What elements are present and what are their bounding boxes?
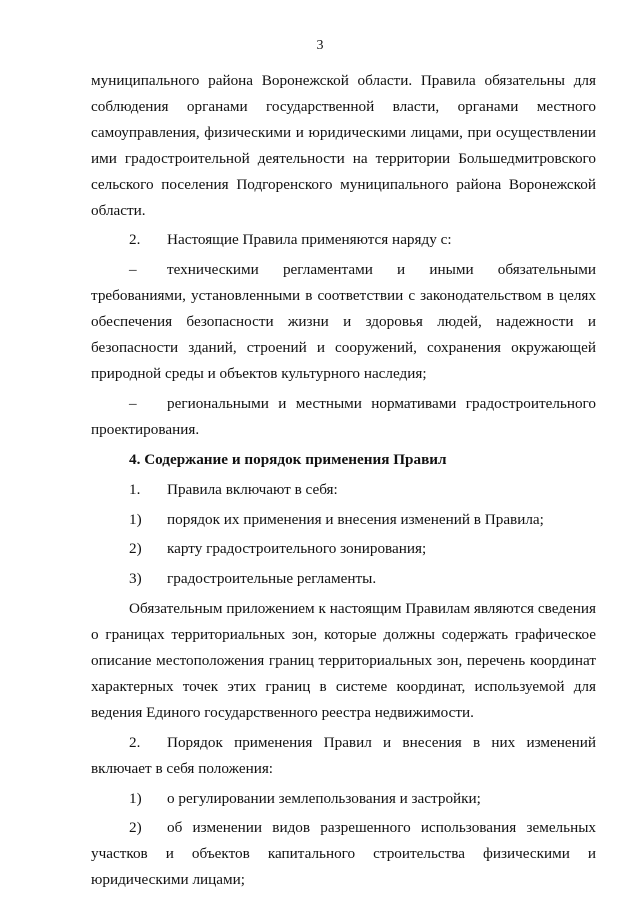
list-item-s1 <box>91 477 596 503</box>
list-text-continuation: участков и объектов капитального строительства физическими и юридическими лицами; <box>91 845 596 889</box>
list-text: порядок их применения и внесения изменений в Правила; <box>167 510 544 528</box>
list-marker: 1) <box>129 510 142 528</box>
list-marker: 1) <box>129 789 142 807</box>
dash-text-continuation: требованиями, установленными в соответствии с законодательством в целях обеспечения безопасности жизни и здоровья людей, надежности и безопасности зданий, строений и сооружений, сохранения окружающей природной среды и объектов культурного наследия; <box>91 287 596 382</box>
list-text-first-line: об изменении видов разрешенного использования земельных <box>167 819 596 837</box>
list-item-m2 <box>91 815 596 841</box>
list-marker: 2. <box>129 733 141 751</box>
document-body <box>91 68 596 893</box>
list-text: о регулировании землепользования и застройки; <box>167 789 481 807</box>
dash-marker: – <box>129 261 137 279</box>
list-item-l1 <box>91 507 596 533</box>
list-text-first-line: Порядок применения Правил и внесения в них изменений <box>167 733 596 751</box>
list-text-continuation: включает в себя положения: <box>91 759 274 777</box>
dash-marker: – <box>129 394 137 412</box>
dash-item-1 <box>91 257 596 283</box>
list-item-s2 <box>91 730 596 756</box>
list-marker: 2) <box>129 540 142 558</box>
dash-text-first-line: региональными и местными нормативами градостроительного <box>167 394 596 412</box>
paragraph-annex: Обязательным приложением к настоящим Правилам являются сведения о границах территориальных зон, которые должны содержать графическое описание местоположения границ территориальных зон, перечень координат характерных точек этих границ в системе координат, используемой для ведения Единого государственного реестра недвижимости. <box>91 600 596 721</box>
list-text: Настоящие Правила применяются наряду с: <box>167 231 452 249</box>
list-marker: 2. <box>129 231 141 249</box>
list-text: Правила включают в себя: <box>167 480 338 498</box>
dash-text-continuation: проектирования. <box>91 420 200 438</box>
list-item-2 <box>91 227 596 253</box>
list-item-m1 <box>91 786 596 812</box>
list-marker: 2) <box>129 819 142 837</box>
section-heading: 4. Содержание и порядок применения Правил <box>129 450 447 468</box>
list-marker: 3) <box>129 570 142 588</box>
dash-item-2 <box>91 391 596 417</box>
list-text: карту градостроительного зонирования; <box>167 540 427 558</box>
list-text: градостроительные регламенты. <box>167 570 377 588</box>
list-item-l3 <box>91 566 596 592</box>
list-marker: 1. <box>129 480 141 498</box>
page-number: 3 <box>316 38 324 53</box>
dash-text-first-line: техническими регламентами и иными обязательными <box>167 261 596 279</box>
list-item-l2 <box>91 536 596 562</box>
paragraph-intro: муниципального района Воронежской области. Правила обязательны для соблюдения органами государственной власти, органами местного самоуправления, физическими и юридическими лицами, при осуществлении ими градостроительной деятельности на территории Большедмитровского сельского поселения Подгоренского муниципального района Воронежской области. <box>91 72 596 219</box>
